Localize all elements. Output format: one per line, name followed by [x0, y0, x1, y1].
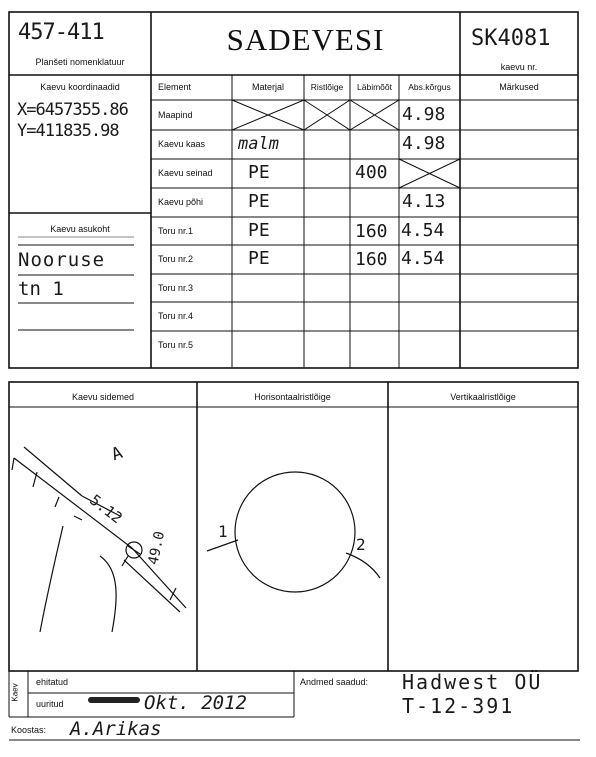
- location-line-2: tn 1: [18, 278, 64, 300]
- horizontal-section-header: Horisontaalristlõige: [254, 392, 331, 402]
- row-height-value: 4.98: [402, 133, 446, 154]
- row-material-value: malm: [238, 134, 279, 154]
- surveyed-value: Okt. 2012: [144, 692, 247, 714]
- row-height-value: 4.98: [402, 104, 446, 125]
- compiled-value: A.Arikas: [70, 718, 162, 740]
- surveyed-label: uuritud: [36, 699, 64, 709]
- connections-header: Kaevu sidemed: [71, 392, 135, 402]
- strikeout-mark: [88, 697, 140, 703]
- col-header-notes: Märkused: [499, 82, 539, 92]
- row-element-label: Maapind: [158, 110, 193, 120]
- row-diameter-value: 400: [355, 162, 388, 183]
- well-number-value: SK4081: [471, 26, 551, 51]
- map-sheet-value: 457-411: [18, 20, 104, 45]
- row-height-value: 4.54: [401, 248, 445, 269]
- horizontal-sketch: [207, 472, 380, 592]
- page-title: SADEVESI: [226, 22, 385, 57]
- map-sheet-label: Planšeti nomenklatuur: [35, 57, 125, 67]
- col-header-element: Element: [158, 82, 192, 92]
- row-diameter-value: 160: [355, 249, 388, 270]
- pipe-1-label: 1: [218, 522, 228, 541]
- coordinate-x: X=6457355.86: [17, 100, 128, 120]
- row-element-label: Toru nr.3: [158, 283, 194, 293]
- row-height-value: 4.13: [402, 191, 446, 212]
- pipe-2-label: 2: [356, 535, 366, 554]
- row-element-label: Toru nr.2: [158, 254, 194, 264]
- data-from-code: T-12-391: [402, 694, 515, 718]
- compiled-label: Koostas:: [11, 725, 47, 735]
- sketch-letter-a: A: [108, 442, 126, 466]
- row-material-value: PE: [248, 191, 270, 212]
- col-header-abs-height: Abs.kõrgus: [408, 82, 451, 92]
- row-element-label: Kaevu põhi: [158, 197, 204, 207]
- sketch-dimension-1: 5.12: [86, 490, 126, 528]
- row-element-label: Toru nr.4: [158, 311, 194, 321]
- row-height-value: 4.54: [401, 220, 445, 241]
- row-element-label: Kaevu kaas: [158, 139, 206, 149]
- row-element-label: Toru nr.5: [158, 340, 194, 350]
- data-from-value: Hadwest OÜ: [402, 670, 543, 694]
- col-header-cross-section: Ristlõige: [310, 82, 344, 92]
- coordinates-label: Kaevu koordinaadid: [40, 82, 120, 92]
- row-diameter-value: 160: [355, 221, 388, 242]
- well-number-label: kaevu nr.: [500, 62, 538, 72]
- row-material-value: PE: [248, 220, 270, 241]
- sketch-dimension-2: 49.0: [145, 529, 169, 567]
- built-label: ehitatud: [36, 677, 69, 687]
- vertical-section-header: Vertikaalristlõige: [450, 392, 516, 402]
- row-material-value: PE: [248, 248, 270, 269]
- row-element-label: Toru nr.1: [158, 226, 194, 236]
- row-element-label: Kaevu seinad: [158, 168, 213, 178]
- col-header-diameter: Läbimõõt: [357, 82, 392, 92]
- location-line-1: Nooruse: [18, 249, 106, 271]
- data-from-label: Andmed saadud:: [300, 677, 369, 687]
- col-header-material: Materjal: [251, 82, 284, 92]
- well-side-label: Kaev: [10, 683, 20, 702]
- coordinate-y: Y=411835.98: [17, 121, 119, 141]
- row-material-value: PE: [248, 162, 270, 183]
- location-label: Kaevu asukoht: [50, 224, 110, 234]
